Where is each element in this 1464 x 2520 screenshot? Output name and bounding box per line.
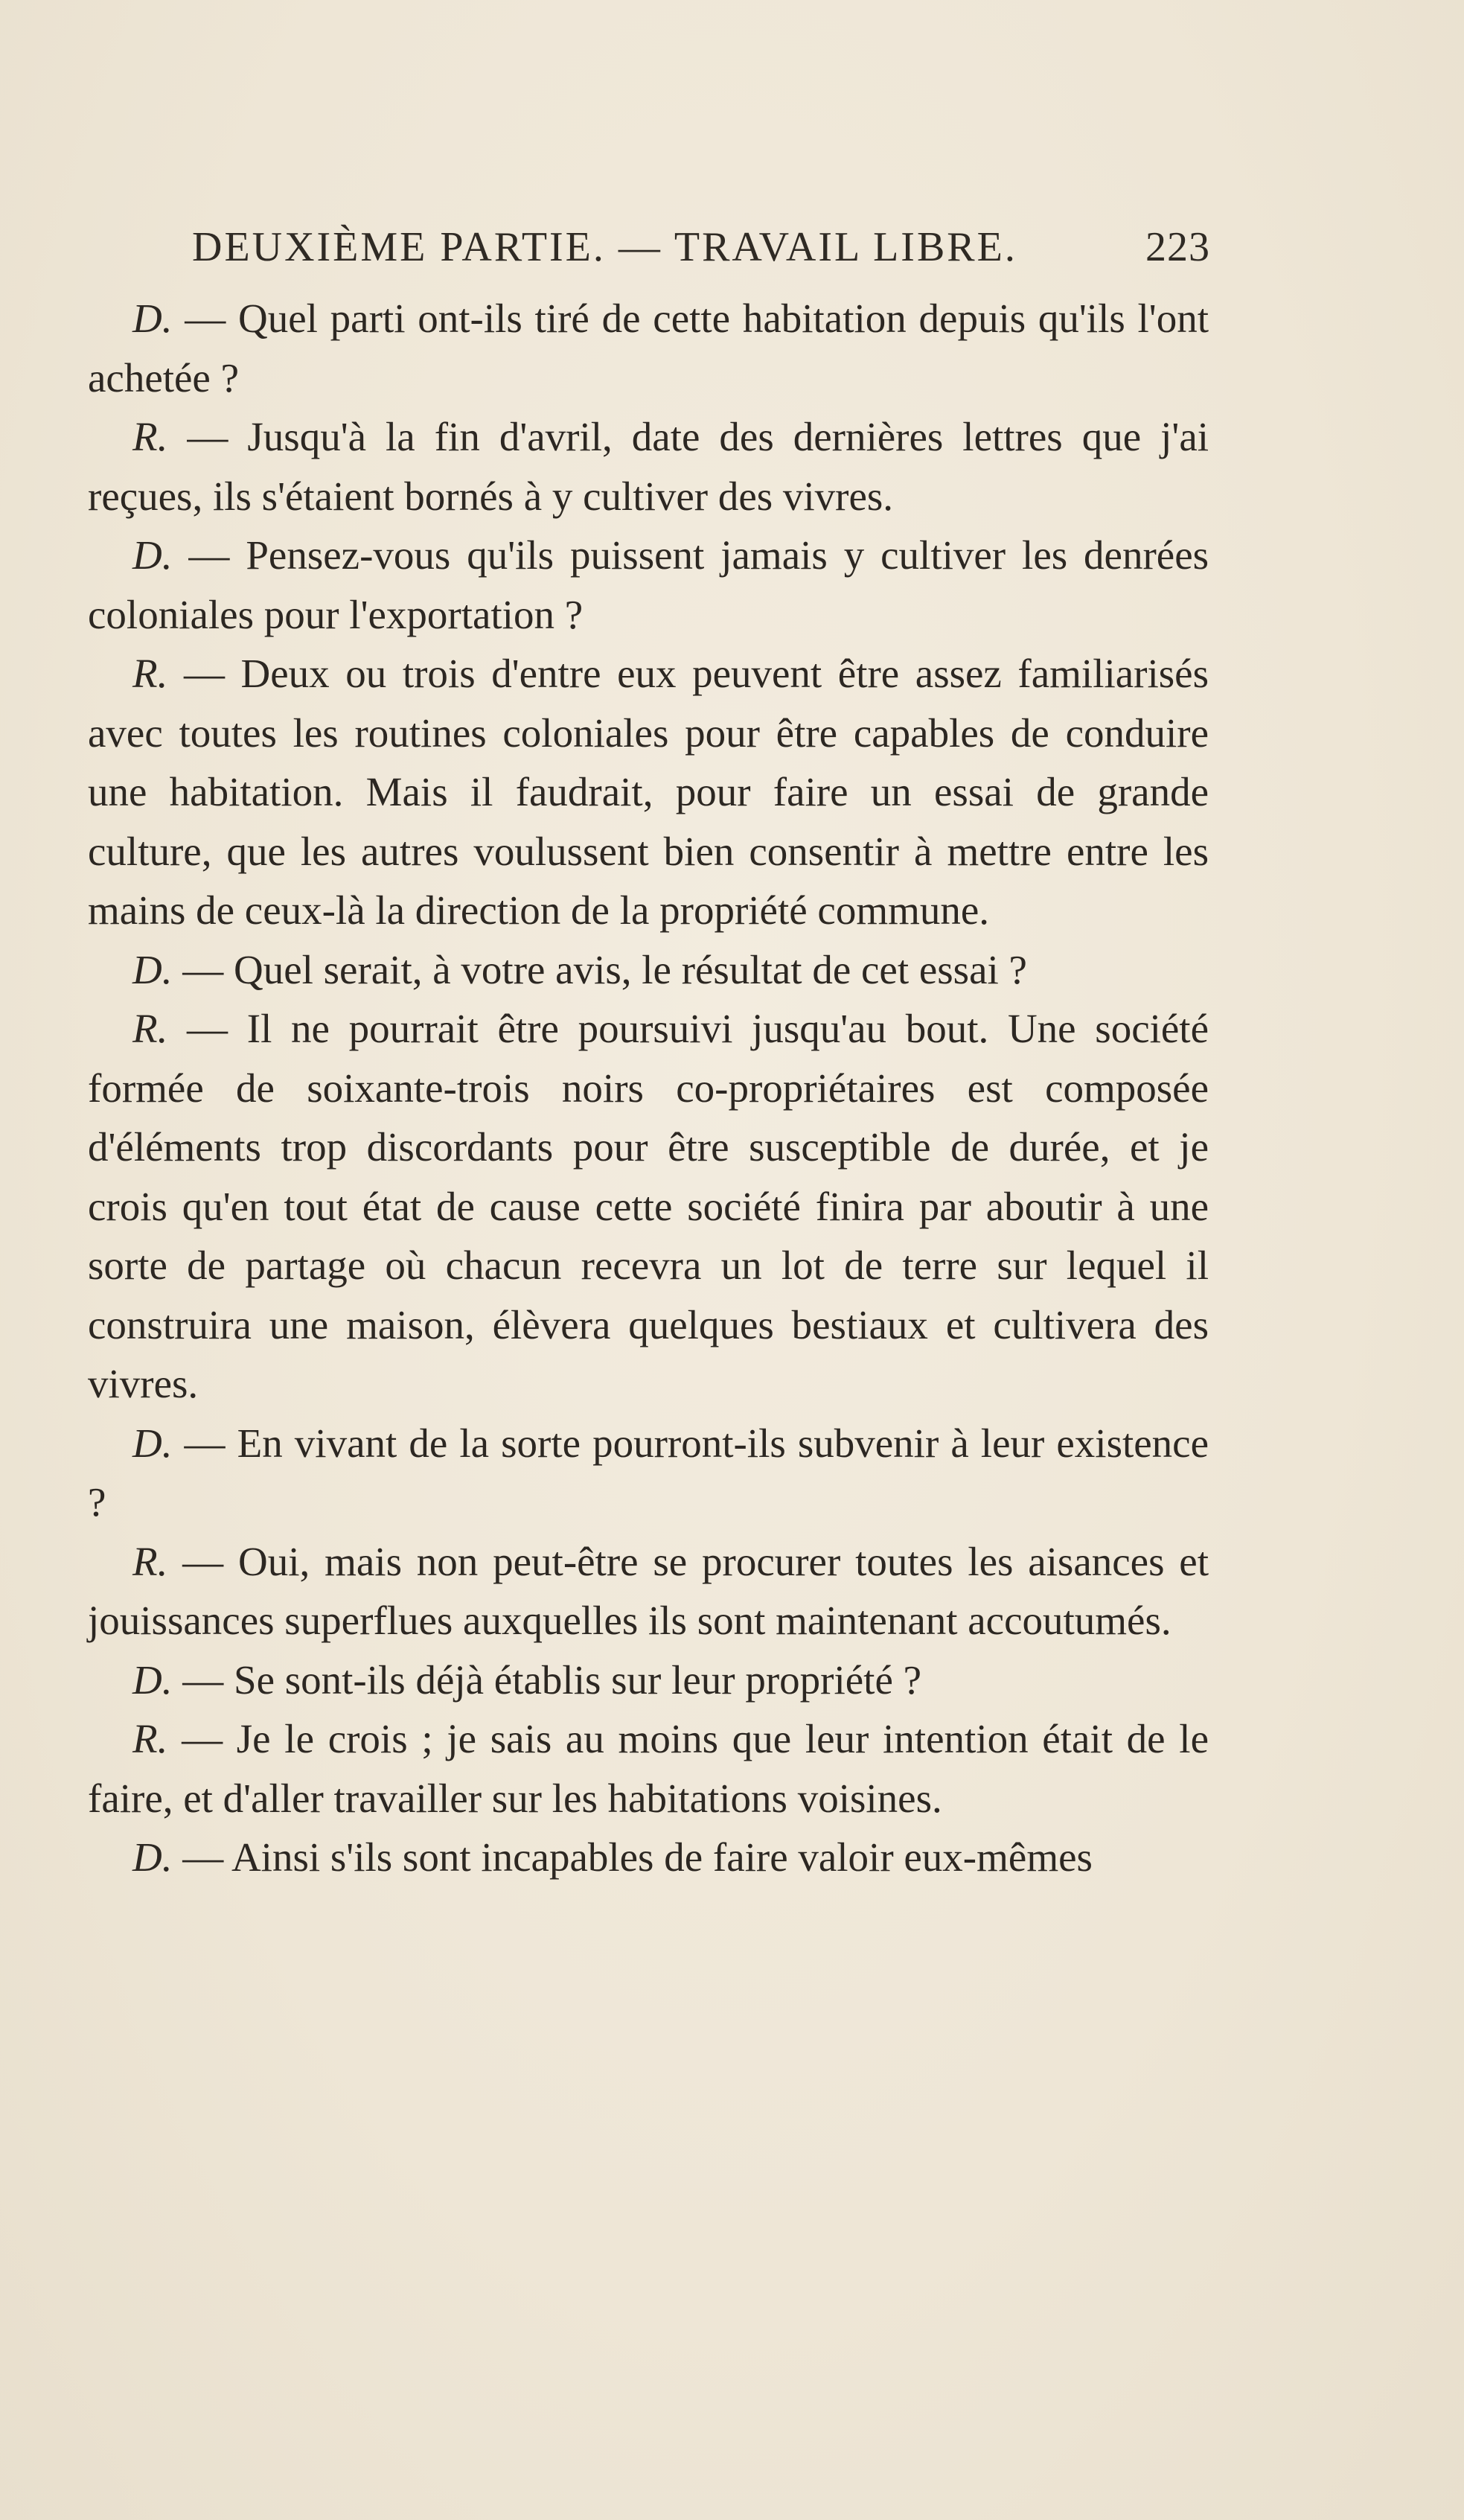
speaker-label: R. [132, 1716, 168, 1761]
speaker-label: D. [132, 532, 173, 578]
speaker-label: D. [132, 946, 173, 992]
speaker-label: R. [132, 1538, 168, 1584]
running-title: DEUXIÈME PARTIE. — TRAVAIL LIBRE. [192, 224, 1017, 270]
dialogue-paragraph [88, 940, 1209, 1000]
dialogue-paragraph [88, 1532, 1209, 1650]
page-body [88, 289, 1209, 1887]
speaker-label: R. [132, 414, 168, 459]
dialogue-dash: — [167, 414, 248, 459]
dialogue-paragraph [88, 407, 1209, 526]
paragraph-text: Se sont-ils déjà établis sur leur propriété ? [233, 1656, 922, 1703]
paragraph-text: En vivant de la sorte pourront-ils subvenir à leur existence ? [88, 1420, 1209, 1525]
speaker-label: D. [132, 1656, 173, 1703]
dialogue-dash: — [167, 651, 241, 696]
dialogue-dash: — [167, 1716, 237, 1761]
paragraph-text: Deux ou trois d'entre eux peuvent être assez familiarisés avec toutes les routines coloniales pour être capables de conduire une habitation. Mais il faudrait, pour faire un essai de grande culture, que les autres voulussent bien consentir à mettre entre les mains de ceux-là la direction de la propriété commune. [88, 651, 1209, 933]
paragraph-text: Quel parti ont-ils tiré de cette habitation depuis qu'ils l'ont achetée ? [88, 296, 1209, 401]
dialogue-paragraph [88, 644, 1209, 940]
paragraph-text: Jusqu'à la fin d'avril, date des dernières lettres que j'ai reçues, ils s'étaient bornés à y cultiver des vivres. [88, 414, 1209, 519]
paragraph-text: Je le crois ; je sais au moins que leur intention était de le faire, et d'aller travailler sur les habitations voisines. [88, 1716, 1209, 1821]
dialogue-dash: — [172, 1656, 234, 1703]
dialogue-dash: — [167, 1006, 247, 1051]
paragraph-text: Pensez-vous qu'ils puissent jamais y cultiver les denrées coloniales pour l'exportation ? [88, 532, 1209, 637]
page-number: 223 [1145, 224, 1210, 270]
dialogue-paragraph [88, 999, 1209, 1414]
paragraph-text: Quel serait, à votre avis, le résultat de cet essai ? [233, 946, 1027, 992]
speaker-label: D. [132, 1834, 173, 1880]
dialogue-dash: — [172, 296, 239, 341]
dialogue-dash: — [167, 1538, 239, 1584]
speaker-label: D. [132, 296, 173, 341]
speaker-label: R. [132, 1006, 168, 1051]
running-header [192, 223, 1210, 271]
dialogue-paragraph [88, 289, 1209, 407]
dialogue-dash: — [172, 532, 246, 578]
dialogue-dash: — [172, 946, 234, 992]
speaker-label: R. [132, 651, 168, 696]
dialogue-paragraph [88, 1650, 1209, 1710]
speaker-label: D. [132, 1420, 173, 1466]
dialogue-paragraph [88, 1414, 1209, 1532]
dialogue-dash: — [172, 1834, 231, 1880]
dialogue-paragraph [88, 1709, 1209, 1828]
paragraph-text: Oui, mais non peut-être se procurer toutes les aisances et jouissances superflues auxquelles ils sont maintenant accoutumés. [88, 1538, 1209, 1643]
dialogue-paragraph [88, 1828, 1209, 1887]
paragraph-text: Ainsi s'ils sont incapables de faire valoir eux-mêmes [231, 1834, 1093, 1880]
paragraph-text: Il ne pourrait être poursuivi jusqu'au bout. Une société formée de soixante-trois noirs co-propriétaires est composée d'éléments trop discordants pour être susceptible de durée, et je crois qu'en tout état de cause cette société finira par aboutir à une sorte de partage où chacun recevra un lot de terre sur lequel il construira une maison, élèvera quelques bestiaux et cultivera des vivres. [88, 1006, 1209, 1406]
dialogue-dash: — [172, 1420, 237, 1466]
dialogue-paragraph [88, 526, 1209, 644]
